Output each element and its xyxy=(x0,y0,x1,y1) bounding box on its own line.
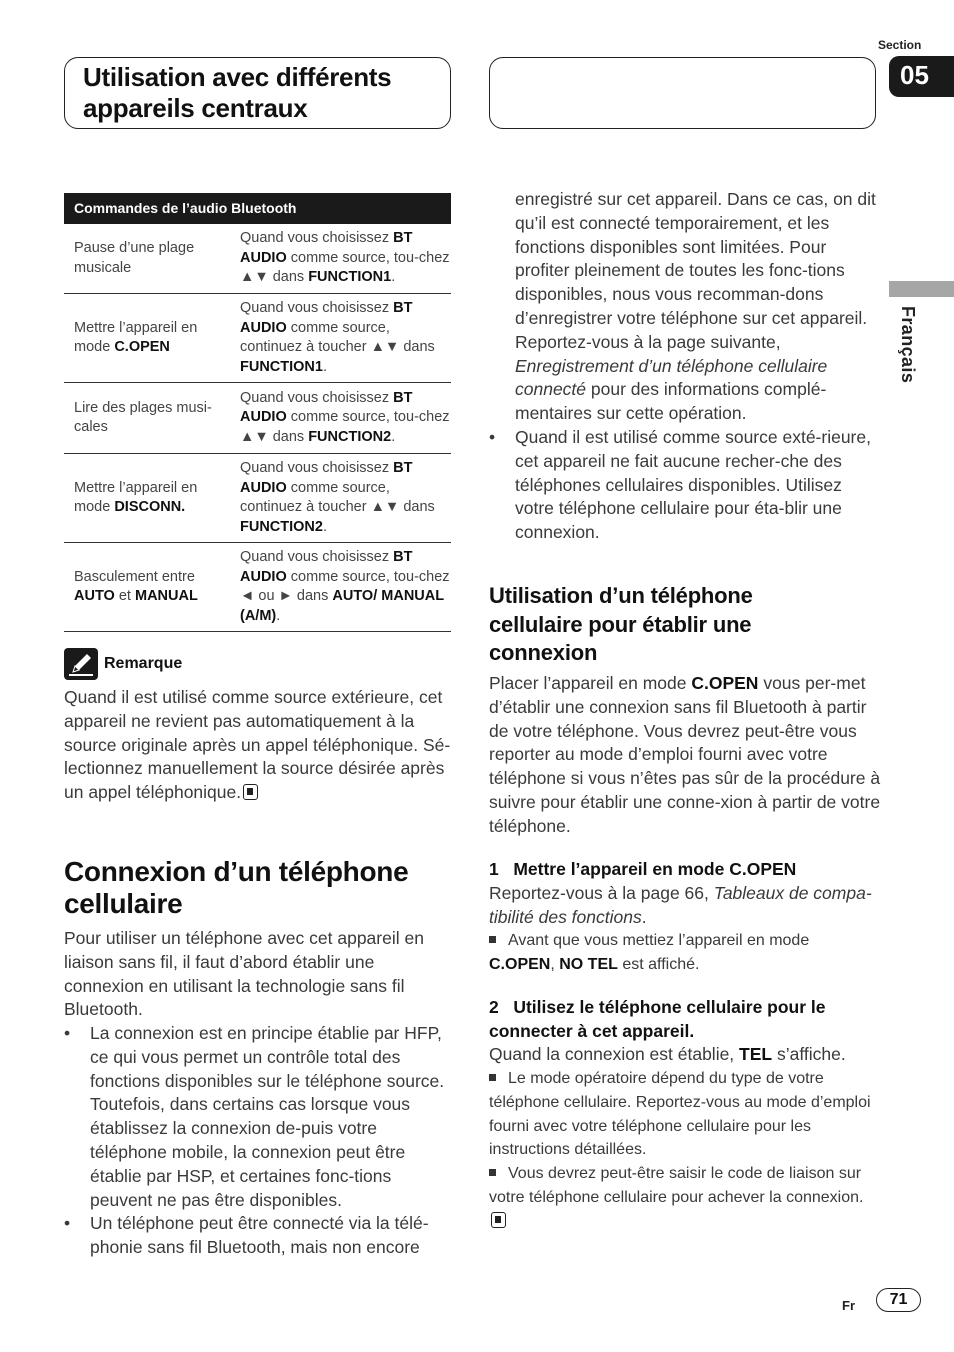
note-text: Quand il est utilisé comme source extérieure, cet appareil ne revient pas automatiquement à la source originale après un appel téléphonique. Sé-lectionnez manuellement la source désirée après un appel téléphonique. xyxy=(64,687,451,803)
step-2-note: Vous devrez peut-être saisir le code de liaison sur votre téléphone cellulaire pour achever la connexion. xyxy=(489,1162,879,1233)
bullet-dot-icon: • xyxy=(64,1213,71,1233)
language-label: Français xyxy=(898,306,918,384)
table-row xyxy=(64,294,451,383)
section-number-tab: 05 xyxy=(889,56,954,97)
table-cell-procedure: Quand vous choisissez BT AUDIO comme source, tou-chez ▲▼ dans FUNCTION2. xyxy=(240,389,450,445)
bullet-dot-icon: • xyxy=(489,427,496,447)
continued-paragraph: enregistré sur cet appareil. Dans ce cas, on dit qu’il est connecté temporairement, et les fonctions disponibles sont limitées. Pour profiter pleinement de toutes les fonc-tions disponibles, nous vous recomman-dons d’enregistrer votre téléphone sur cet appareil. Reportez-vous à la page suivante, Enregistrement d’un téléphone cellulaire connecté pour des informations complé-mentaires sur cette opération. xyxy=(515,189,876,424)
square-bullet-icon xyxy=(489,1074,496,1081)
language-tab-bar xyxy=(889,281,954,297)
square-bullet-icon xyxy=(489,1169,496,1176)
bullet-dot-icon: • xyxy=(64,1023,71,1043)
note-pencil-icon xyxy=(64,648,98,680)
table-row xyxy=(64,543,451,632)
intro-paragraph: Pour utiliser un téléphone avec cet appareil en liaison sans fil, il faut d’abord établir une connexion en utilisant la technologie sans fil Bluetooth. xyxy=(64,928,424,1020)
end-mark-icon xyxy=(491,1212,506,1228)
list-item: • La connexion est en principe établie par HFP, ce qui vous permet un contrôle total des fonctions disponibles sur le téléphone source. Toutefois, dans certains cas lorsque vous établissez la connexion de-puis votre téléphone mobile, la connexion peut être établie par HSP, et certaines fonc-tions peuvent ne pas être disponibles. xyxy=(64,1023,445,1210)
end-mark-icon xyxy=(243,784,258,800)
header-title-box xyxy=(64,57,451,129)
header-blank-box xyxy=(489,57,876,129)
step-1-heading: 1 Mettre l’appareil en mode C.OPEN xyxy=(489,859,797,879)
page-title: Utilisation avec différents appareils centraux xyxy=(83,62,392,123)
table-cell-action: Pause d’une plage musicale xyxy=(74,240,195,276)
table-cell-procedure: Quand vous choisissez BT AUDIO comme source, tou-chez ▲▼ dans FUNCTION1. xyxy=(240,230,450,286)
table-heading: Commandes de l’audio Bluetooth xyxy=(64,193,451,224)
subsection-paragraph: Placer l’appareil en mode C.OPEN vous per-met d’établir une connexion sans fil Bluetooth à partir de votre téléphone. Vous devrez peut-être vous reporter au mode d’emploi fourni avec votre téléphone si vous n’êtes pas sûr de la procédure à suivre pour établir une conne-xion à partir de votre téléphone. xyxy=(489,673,881,836)
table-cell-procedure: Quand vous choisissez BT AUDIO comme source, continuez à toucher ▲▼ dans FUNCTION1. xyxy=(240,300,435,375)
step-1-note: Avant que vous mettiez l’appareil en mode C.OPEN, NO TEL est affiché. xyxy=(489,932,810,973)
step-2-note: Le mode opératoire dépend du type de votre téléphone cellulaire. Reportez-vous au mode d’emploi fourni avec votre téléphone cellulaire pour les instructions détaillées. xyxy=(489,1070,871,1159)
step-1-text: Reportez-vous à la page 66, Tableaux de compa-tibilité des fonctions. xyxy=(489,883,872,927)
table-row xyxy=(64,454,451,543)
table-cell-action: Mettre l’appareil en mode C.OPEN xyxy=(74,319,198,355)
page-number: 71 xyxy=(876,1288,921,1312)
step-2-text: Quand la connexion est établie, TEL s’affiche. xyxy=(489,1044,846,1064)
table-cell-procedure: Quand vous choisissez BT AUDIO comme source, tou-chez ◄ ou ► dans AUTO/ MANUAL (A/M). xyxy=(240,549,450,624)
subsection-heading: Utilisation d’un téléphone cellulaire pour établir une connexion xyxy=(489,583,753,665)
table-cell-action: Basculement entre AUTO et MANUAL xyxy=(74,568,198,604)
list-item: • Un téléphone peut être connecté via la télé-phonie sans fil Bluetooth, mais non encore xyxy=(64,1213,429,1257)
footer-language: Fr xyxy=(842,1298,855,1313)
table-cell-action: Mettre l’appareil en mode DISCONN. xyxy=(74,479,198,515)
table-row xyxy=(64,224,451,294)
table-row xyxy=(64,383,451,454)
note-label: Remarque xyxy=(104,655,183,672)
step-2-heading: 2 Utilisez le téléphone cellulaire pour le connecter à cet appareil. xyxy=(489,997,826,1041)
list-item: • Quand il est utilisé comme source exté-rieure, cet appareil ne fait aucune recher-che des téléphones cellulaires disponibles. Utilisez votre téléphone cellulaire pour éta-blir une connexion. xyxy=(489,427,871,543)
table-cell-procedure: Quand vous choisissez BT AUDIO comme source, continuez à toucher ▲▼ dans FUNCTION2. xyxy=(240,460,435,535)
section-label: Section xyxy=(878,38,922,52)
section-heading-connection: Connexion d’un téléphone cellulaire xyxy=(64,856,409,919)
bluetooth-audio-controls-table xyxy=(64,193,451,632)
table-cell-action: Lire des plages musi-cales xyxy=(74,399,212,435)
square-bullet-icon xyxy=(489,936,496,943)
